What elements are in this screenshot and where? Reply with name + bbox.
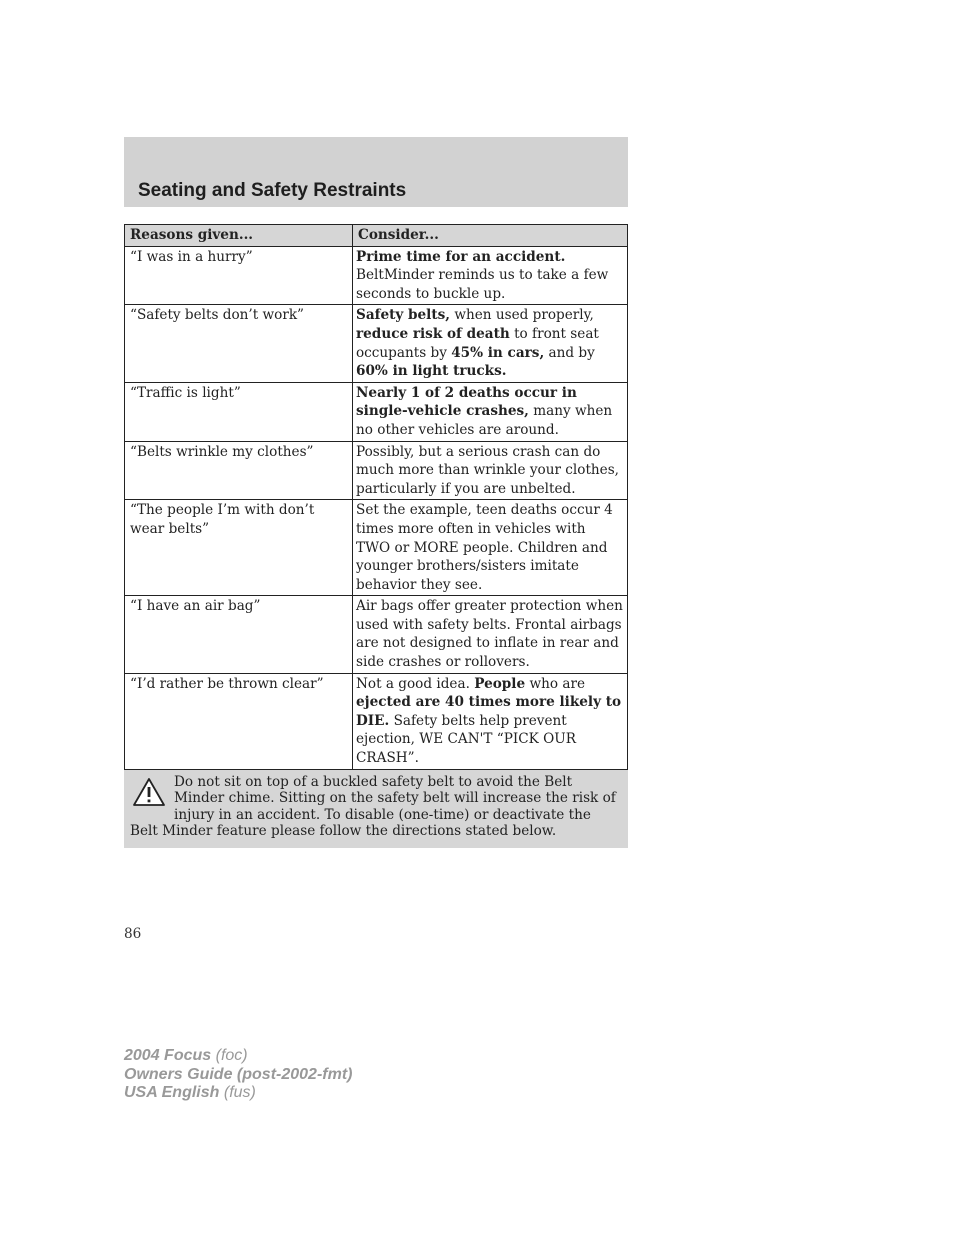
consider-cell (353, 246, 628, 305)
footer-model: 2004 Focus (124, 1047, 212, 1064)
consider-emphasis: Nearly 1 of 2 deaths occur in single-vehicle crashes, (356, 384, 582, 420)
table-row (125, 500, 628, 596)
section-title: Seating and Safety Restraints (138, 180, 407, 201)
reasons-table (124, 224, 628, 770)
column-header-reasons: Reasons given... (125, 225, 353, 247)
consider-emphasis: reduce risk of death (356, 325, 510, 342)
consider-cell (353, 441, 628, 500)
reason-cell: “I’d rather be thrown clear” (125, 673, 353, 769)
footer-line-3 (124, 1084, 352, 1103)
consider-text: and by (544, 344, 600, 361)
consider-emphasis: People (474, 675, 526, 692)
warning-text: Do not sit on top of a buckled safety belt to avoid the Belt Minder chime. Sitting on the safety belt will increase the risk of injury in an accident. To disable (one-time) or deactivate the Belt Minder feature please follow the directions stated below. (130, 774, 616, 840)
table-body (125, 246, 628, 769)
consider-text: BeltMinder reminds us to take a few seconds to buckle up. (356, 248, 613, 302)
table-row (125, 382, 628, 441)
consider-emphasis: Prime time for an accident. (356, 248, 566, 265)
table-row (125, 246, 628, 305)
table-row (125, 596, 628, 673)
consider-emphasis: ejected are 40 times more likely to DIE. (356, 694, 626, 729)
reason-cell: “Traffic is light” (125, 382, 353, 441)
footer-model-code: (foc) (215, 1047, 248, 1064)
table-header-row (125, 225, 628, 247)
consider-text: Not a good idea. (356, 675, 475, 692)
consider-emphasis: 60% in light trucks. (356, 363, 507, 380)
consider-cell (353, 596, 628, 673)
reason-cell: “I have an air bag” (125, 596, 353, 673)
consider-cell (353, 500, 628, 596)
document-footer (124, 1047, 352, 1103)
footer-line-1 (124, 1047, 352, 1066)
consider-text: Air bags offer greater protection when used with safety belts. Frontal airbags are not designed to inflate in rear and side crashes or rollovers. (356, 598, 628, 671)
table-row (125, 441, 628, 500)
reason-cell: “Belts wrinkle my clothes” (125, 441, 353, 500)
consider-text: Possibly, but a serious crash can do much more than wrinkle your clothes, particularly if you are unbelted. (356, 443, 624, 497)
footer-line-2 (124, 1066, 352, 1085)
reason-cell: “Safety belts don’t work” (125, 305, 353, 382)
table-row (125, 673, 628, 769)
consider-cell (353, 673, 628, 769)
consider-text: many when no other vehicles are around. (356, 403, 617, 438)
warning-box (124, 770, 628, 848)
page-number: 86 (124, 926, 142, 942)
consider-text: when used properly, (450, 307, 599, 324)
consider-text: Set the example, teen deaths occur 4 times more often in vehicles with TWO or MORE people. Children and younger brothers/sisters imitate behavior they see. (356, 502, 618, 593)
footer-guide: Owners Guide (post-2002-fmt) (124, 1065, 353, 1083)
warning-triangle-icon (132, 777, 166, 807)
footer-language: USA English (124, 1084, 220, 1101)
column-header-consider: Consider... (353, 225, 628, 247)
reason-cell: “The people I’m with don’t wear belts” (125, 500, 353, 596)
consider-emphasis: Safety belts, (356, 307, 451, 324)
footer-language-code: (fus) (223, 1084, 256, 1101)
consider-cell (353, 305, 628, 382)
consider-cell (353, 382, 628, 441)
consider-emphasis: 45% in cars, (451, 344, 545, 361)
consider-text: to front seat occupants by (356, 325, 604, 361)
consider-text: Safety belts help prevent ejection, WE CAN'T “PICK OUR CRASH”. (356, 712, 581, 767)
section-header-band (124, 137, 628, 207)
consider-text: who are (525, 675, 590, 692)
reason-cell: “I was in a hurry” (125, 246, 353, 305)
table-row (125, 305, 628, 382)
